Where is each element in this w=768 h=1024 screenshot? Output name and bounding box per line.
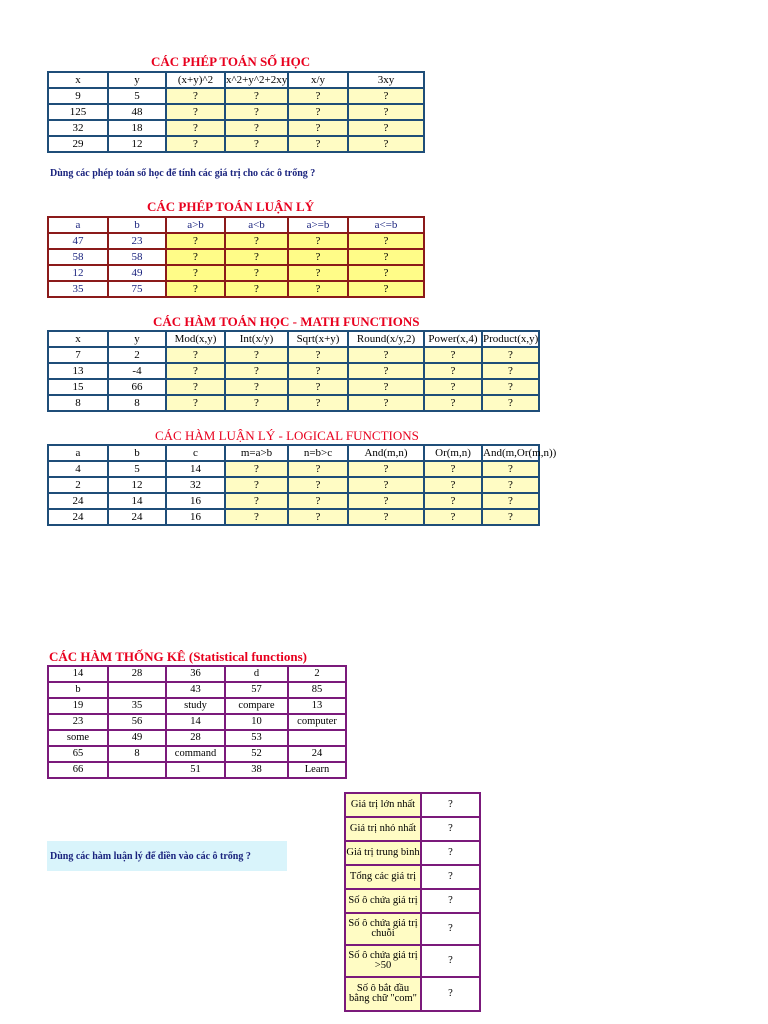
answer-cell[interactable]: ? <box>348 249 424 265</box>
answer-cell[interactable]: ? <box>225 281 288 297</box>
answer-cell[interactable]: ? <box>166 379 225 395</box>
answer-cell[interactable]: ? <box>348 265 424 281</box>
answer-cell[interactable]: ? <box>225 136 288 152</box>
answer-cell[interactable]: ? <box>288 120 348 136</box>
answer-cell[interactable]: ? <box>288 249 348 265</box>
table-row <box>48 714 346 730</box>
value-cell: 10 <box>225 714 288 730</box>
column-header: x <box>48 331 108 347</box>
column-header: Int(x/y) <box>225 331 288 347</box>
value-cell: 65 <box>48 746 108 762</box>
answer-cell[interactable]: ? <box>288 363 348 379</box>
column-header: Power(x,4) <box>424 331 482 347</box>
value-cell <box>288 730 346 746</box>
answer-cell[interactable]: ? <box>225 509 288 525</box>
column-header: Or(m,n) <box>424 445 482 461</box>
value-cell: 28 <box>108 666 166 682</box>
column-header: 3xy <box>348 72 424 88</box>
column-header: x/y <box>288 72 348 88</box>
answer-cell[interactable]: ? <box>288 461 348 477</box>
value-cell: 16 <box>166 493 225 509</box>
column-header: Sqrt(x+y) <box>288 331 348 347</box>
answer-cell[interactable]: ? <box>288 233 348 249</box>
table-row <box>48 493 539 509</box>
value-cell: 49 <box>108 730 166 746</box>
answer-cell[interactable]: ? <box>348 88 424 104</box>
table-row <box>48 666 346 682</box>
answer-cell[interactable]: ? <box>166 363 225 379</box>
table-row <box>48 379 539 395</box>
column-header: n=b>c <box>288 445 348 461</box>
answer-cell[interactable]: ? <box>166 395 225 411</box>
statistical-table <box>47 665 347 779</box>
section-title-arithmetic: CÁC PHÉP TOÁN SỐ HỌC <box>151 54 311 69</box>
value-cell: 36 <box>166 666 225 682</box>
result-value[interactable]: ? <box>421 865 480 889</box>
result-label: Tổng các giá trị <box>345 865 421 889</box>
result-label: Giá trị lớn nhất <box>345 793 421 817</box>
table-row <box>48 120 424 136</box>
value-cell: 56 <box>108 714 166 730</box>
answer-cell[interactable]: ? <box>225 347 288 363</box>
value-cell: 13 <box>288 698 346 714</box>
answer-cell[interactable]: ? <box>225 493 288 509</box>
value-cell: 35 <box>48 281 108 297</box>
statistical-note: Dùng các hàm luận lý để điền vào các ô trống ? <box>50 851 251 862</box>
value-cell: 7 <box>48 347 108 363</box>
table-row <box>48 762 346 778</box>
answer-cell[interactable]: ? <box>424 363 482 379</box>
header-row <box>48 331 539 347</box>
value-cell: 47 <box>48 233 108 249</box>
value-cell: 8 <box>108 746 166 762</box>
answer-cell[interactable]: ? <box>424 509 482 525</box>
table-row <box>48 730 346 746</box>
value-cell: some <box>48 730 108 746</box>
answer-cell[interactable]: ? <box>424 395 482 411</box>
result-row <box>345 945 480 977</box>
value-cell: 49 <box>108 265 166 281</box>
answer-cell[interactable]: ? <box>225 363 288 379</box>
answer-cell[interactable]: ? <box>225 104 288 120</box>
result-value[interactable]: ? <box>421 793 480 817</box>
logical-functions-table <box>47 444 557 526</box>
value-cell: 48 <box>108 104 166 120</box>
answer-cell[interactable]: ? <box>424 493 482 509</box>
value-cell: 12 <box>48 265 108 281</box>
column-header: And(m,n) <box>348 445 424 461</box>
table-row <box>48 461 539 477</box>
column-header: And(m,Or(m,n)) <box>483 447 557 459</box>
column-header: y <box>108 72 166 88</box>
value-cell: 24 <box>108 509 166 525</box>
value-cell: d <box>225 666 288 682</box>
value-cell: 8 <box>108 395 166 411</box>
answer-cell[interactable]: ? <box>225 461 288 477</box>
result-label: Giá trị trung bình <box>345 841 421 865</box>
result-value[interactable]: ? <box>421 977 480 1011</box>
value-cell: 24 <box>48 493 108 509</box>
column-header: x <box>48 72 108 88</box>
answer-cell[interactable]: ? <box>348 493 424 509</box>
column-header: a>b <box>166 217 225 233</box>
answer-cell[interactable]: ? <box>166 347 225 363</box>
table-row <box>48 233 424 249</box>
table-row <box>48 395 539 411</box>
value-cell: 19 <box>48 698 108 714</box>
answer-cell[interactable]: ? <box>424 347 482 363</box>
result-row <box>345 817 480 841</box>
column-header: b <box>108 445 166 461</box>
answer-cell[interactable]: ? <box>225 395 288 411</box>
value-cell: 66 <box>108 379 166 395</box>
table-row <box>48 363 539 379</box>
answer-cell[interactable]: ? <box>482 363 539 379</box>
answer-cell[interactable]: ? <box>288 477 348 493</box>
answer-cell[interactable]: ? <box>482 347 539 363</box>
value-cell: 125 <box>48 104 108 120</box>
value-cell: 12 <box>108 136 166 152</box>
answer-cell[interactable]: ? <box>288 493 348 509</box>
value-cell: 14 <box>108 493 166 509</box>
value-cell: 66 <box>48 762 108 778</box>
value-cell: 2 <box>48 477 108 493</box>
answer-cell[interactable]: ? <box>288 347 348 363</box>
value-cell: 2 <box>288 666 346 682</box>
value-cell: 18 <box>108 120 166 136</box>
result-row <box>345 841 480 865</box>
value-cell: 8 <box>48 395 108 411</box>
value-cell: 51 <box>166 762 225 778</box>
value-cell: Learn <box>288 762 346 778</box>
value-cell: command <box>166 746 225 762</box>
answer-cell[interactable]: ? <box>225 249 288 265</box>
result-value[interactable]: ? <box>421 913 480 945</box>
section-title-logical-functions: CÁC HÀM LUẬN LÝ - LOGICAL FUNCTIONS <box>155 428 419 443</box>
answer-cell[interactable]: ? <box>166 233 225 249</box>
answer-cell[interactable]: ? <box>288 395 348 411</box>
value-cell: 32 <box>48 120 108 136</box>
column-header: a<=b <box>348 217 424 233</box>
result-row <box>345 793 480 817</box>
value-cell: 12 <box>108 477 166 493</box>
value-cell: 23 <box>108 233 166 249</box>
result-label: Số ô chứa giá trị <box>345 889 421 913</box>
answer-cell[interactable]: ? <box>166 281 225 297</box>
column-header: c <box>166 445 225 461</box>
result-value[interactable]: ? <box>421 841 480 865</box>
answer-cell[interactable]: ? <box>348 347 424 363</box>
column-header: a>=b <box>288 217 348 233</box>
column-header: y <box>108 331 166 347</box>
result-label: Giá trị nhỏ nhất <box>345 817 421 841</box>
value-cell: 23 <box>48 714 108 730</box>
value-cell: 38 <box>225 762 288 778</box>
value-cell: 43 <box>166 682 225 698</box>
column-header: x^2+y^2+2xy <box>226 74 288 86</box>
value-cell: 85 <box>288 682 346 698</box>
answer-cell[interactable]: ? <box>348 461 424 477</box>
column-header: a <box>48 217 108 233</box>
arithmetic-table <box>47 71 425 153</box>
answer-cell[interactable]: ? <box>288 281 348 297</box>
answer-cell[interactable]: ? <box>482 493 539 509</box>
value-cell: 16 <box>166 509 225 525</box>
answer-cell[interactable]: ? <box>166 88 225 104</box>
table-row <box>48 347 539 363</box>
result-row <box>345 977 480 1011</box>
value-cell: 5 <box>108 461 166 477</box>
value-cell: 32 <box>166 477 225 493</box>
value-cell <box>108 762 166 778</box>
answer-cell[interactable]: ? <box>348 395 424 411</box>
answer-cell[interactable]: ? <box>424 461 482 477</box>
column-header: b <box>108 217 166 233</box>
column-header: Mod(x,y) <box>166 331 225 347</box>
arithmetic-note: Dùng các phép toán số học để tính các giá trị cho các ô trống ? <box>50 168 316 179</box>
answer-cell[interactable]: ? <box>166 136 225 152</box>
table-row <box>48 88 424 104</box>
table-row <box>48 698 346 714</box>
value-cell: computer <box>288 714 346 730</box>
value-cell: 5 <box>108 88 166 104</box>
answer-cell[interactable]: ? <box>348 104 424 120</box>
value-cell: study <box>166 698 225 714</box>
value-cell: 53 <box>225 730 288 746</box>
value-cell: 52 <box>225 746 288 762</box>
value-cell: 58 <box>48 249 108 265</box>
answer-cell[interactable]: ? <box>424 477 482 493</box>
value-cell: 24 <box>288 746 346 762</box>
header-row <box>48 445 539 461</box>
column-header: m=a>b <box>225 445 288 461</box>
answer-cell[interactable]: ? <box>225 477 288 493</box>
result-label: Số ô chứa giá trị >50 <box>345 945 421 977</box>
table-row <box>48 746 346 762</box>
value-cell: 29 <box>48 136 108 152</box>
result-value[interactable]: ? <box>421 889 480 913</box>
value-cell: 15 <box>48 379 108 395</box>
value-cell: 28 <box>166 730 225 746</box>
section-title-math-functions: CÁC HÀM TOÁN HỌC - MATH FUNCTIONS <box>153 314 420 329</box>
answer-cell[interactable]: ? <box>348 379 424 395</box>
column-header: a<b <box>225 217 288 233</box>
answer-cell[interactable]: ? <box>288 379 348 395</box>
column-header: Product(x,y) <box>483 333 539 345</box>
header-row <box>48 217 424 233</box>
value-cell <box>108 682 166 698</box>
math-functions-table <box>47 330 540 412</box>
answer-cell[interactable]: ? <box>288 88 348 104</box>
answer-cell[interactable]: ? <box>348 233 424 249</box>
answer-cell[interactable]: ? <box>288 136 348 152</box>
table-row <box>48 136 424 152</box>
value-cell: b <box>48 682 108 698</box>
result-value[interactable]: ? <box>421 945 480 977</box>
answer-cell[interactable]: ? <box>482 395 539 411</box>
value-cell: compare <box>225 698 288 714</box>
value-cell: 14 <box>166 714 225 730</box>
value-cell: 2 <box>108 347 166 363</box>
answer-cell[interactable]: ? <box>166 120 225 136</box>
result-value[interactable]: ? <box>421 817 480 841</box>
answer-cell[interactable]: ? <box>482 461 539 477</box>
answer-cell[interactable]: ? <box>288 265 348 281</box>
table-row <box>48 265 424 281</box>
answer-cell[interactable]: ? <box>348 136 424 152</box>
column-header: a <box>48 445 108 461</box>
answer-cell[interactable]: ? <box>225 233 288 249</box>
answer-cell[interactable]: ? <box>424 379 482 395</box>
value-cell: 58 <box>108 249 166 265</box>
section-title-logic-ops: CÁC PHÉP TOÁN LUẬN LÝ <box>147 199 315 214</box>
answer-cell[interactable]: ? <box>348 281 424 297</box>
value-cell: -4 <box>108 363 166 379</box>
result-label: Số ô chứa giá trị chuỗi <box>345 913 421 945</box>
value-cell: 9 <box>48 88 108 104</box>
answer-cell[interactable]: ? <box>482 509 539 525</box>
answer-cell[interactable]: ? <box>225 379 288 395</box>
column-header: (x+y)^2 <box>166 72 225 88</box>
value-cell: 35 <box>108 698 166 714</box>
value-cell: 14 <box>48 666 108 682</box>
answer-cell[interactable]: ? <box>482 379 539 395</box>
column-header: Round(x/y,2) <box>348 331 424 347</box>
table-row <box>48 249 424 265</box>
logic-ops-table <box>47 216 425 298</box>
answer-cell[interactable]: ? <box>225 265 288 281</box>
answer-cell[interactable]: ? <box>225 88 288 104</box>
table-row <box>48 682 346 698</box>
answer-cell[interactable]: ? <box>288 104 348 120</box>
value-cell: 57 <box>225 682 288 698</box>
statistical-results-table <box>344 792 481 1012</box>
result-row <box>345 913 480 945</box>
header-row <box>48 72 424 88</box>
answer-cell[interactable]: ? <box>482 477 539 493</box>
result-label: Số ô bắt đầu bằng chữ "com" <box>345 977 421 1011</box>
answer-cell[interactable]: ? <box>348 509 424 525</box>
table-row <box>48 477 539 493</box>
table-row <box>48 104 424 120</box>
answer-cell[interactable]: ? <box>288 509 348 525</box>
answer-cell[interactable]: ? <box>348 363 424 379</box>
answer-cell[interactable]: ? <box>166 104 225 120</box>
answer-cell[interactable]: ? <box>225 120 288 136</box>
section-title-statistical: CÁC HÀM THỐNG KÊ (Statistical functions) <box>49 649 307 664</box>
value-cell: 14 <box>166 461 225 477</box>
table-row <box>48 281 424 297</box>
value-cell: 4 <box>48 461 108 477</box>
table-row <box>48 509 539 525</box>
answer-cell[interactable]: ? <box>166 265 225 281</box>
answer-cell[interactable]: ? <box>348 120 424 136</box>
value-cell: 13 <box>48 363 108 379</box>
answer-cell[interactable]: ? <box>348 477 424 493</box>
result-row <box>345 889 480 913</box>
value-cell: 75 <box>108 281 166 297</box>
value-cell: 24 <box>48 509 108 525</box>
answer-cell[interactable]: ? <box>166 249 225 265</box>
result-row <box>345 865 480 889</box>
